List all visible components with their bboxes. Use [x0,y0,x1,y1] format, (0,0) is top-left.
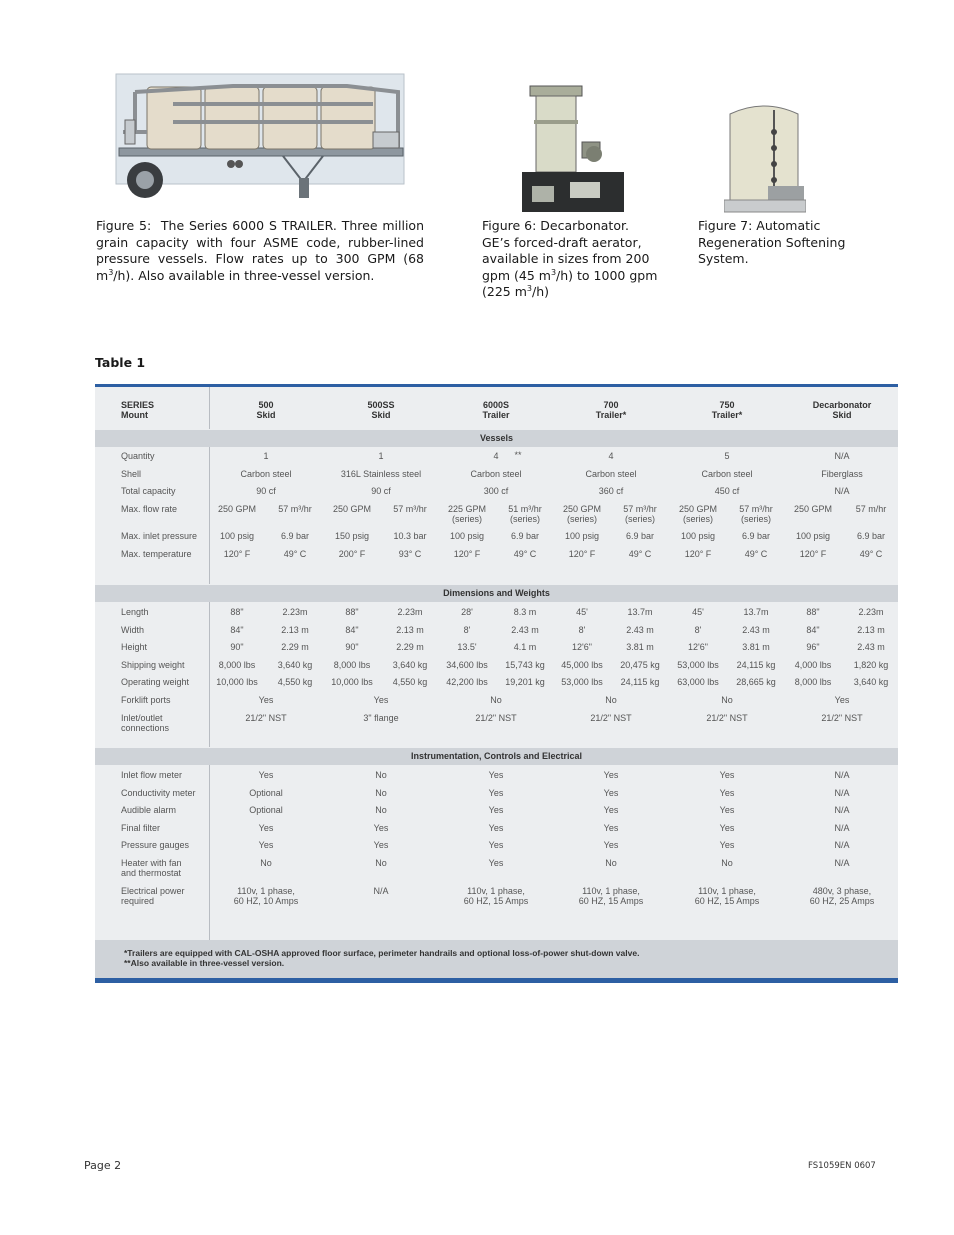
cell-value-metric: 57 m³/hr (series) [739,503,773,524]
cell-value: Yes [719,805,735,816]
cell-value-metric: 2.23m [397,607,423,617]
row-label: Final filter [121,822,161,833]
cell-value-imperial: 34,600 lbs [446,659,488,670]
cell-value-metric: 6.9 bar [510,530,540,541]
row-label: Inlet/outlet connections [121,712,170,733]
cell-value-imperial: 100 psig [680,530,716,541]
cell-value-imperial: 13.5' [457,642,477,653]
cell-value-imperial: 10,000 lbs [331,677,373,688]
cell-value: 21/2" NST [245,712,287,723]
cell-value-imperial: 45,000 lbs [561,659,603,670]
cell-value-metric: 6.9 bar [625,530,655,541]
cell-value-imperial: 63,000 lbs [677,677,719,688]
cell-value: Yes [603,840,619,851]
cell-value: Yes [719,822,735,833]
cell-value: Optional [249,805,283,816]
cell-value: No [375,858,387,868]
cell-value: Carbon steel [470,468,522,479]
figure-6-decarbonator-image [522,82,624,214]
table-divider [209,446,210,584]
row-label: Height [121,642,148,653]
cell-value: Yes [258,822,274,833]
cell-value: No [375,805,387,816]
figure-7-caption: Figure 7: Automatic Regeneration Softening System. [698,218,846,267]
cell-value-metric: 6.9 bar [741,530,771,541]
cell-value-imperial: 12'6" [572,642,592,653]
cell-value-metric: 49° C [628,548,652,559]
cell-value-metric: 3,640 kg [392,659,428,670]
cell-value: 110v, 1 phase, 60 HZ, 15 Amps [463,885,529,906]
cell-value-imperial: 10,000 lbs [216,677,258,688]
cell-value: No [490,695,502,705]
header-row-label: SERIES Mount [121,400,155,420]
cell-value-metric: 15,743 kg [505,659,545,670]
cell-value: Yes [373,840,389,851]
cell-value-imperial: 250 GPM (series) [678,503,718,524]
cell-value: N/A [834,822,850,833]
cell-value: Yes [373,695,389,705]
cell-value: 21/2" NST [590,712,632,723]
cell-value-imperial: 12'6" [688,642,708,653]
cell-value-imperial: 45' [576,607,588,617]
cell-value: N/A [373,885,389,896]
row-label: Length [121,607,149,617]
row-label: Max. inlet pressure [121,530,198,541]
cell-value-imperial: 90" [345,642,359,653]
cell-value: N/A [834,451,850,461]
cell-value-imperial: 8,000 lbs [794,677,832,688]
row-label: Audible alarm [121,805,177,816]
cell-value-imperial: 4,000 lbs [794,659,832,670]
cell-value: Yes [488,822,504,833]
cell-value: 90 cf [371,486,391,497]
cell-note: ** [514,450,522,460]
cell-value-metric: 49° C [744,548,768,559]
row-label: Quantity [121,451,155,461]
cell-value: Yes [488,770,504,780]
cell-value: Yes [373,822,389,833]
table-footnotes [95,940,898,978]
cell-value-metric: 4.1 m [513,642,537,653]
cell-value: No [260,858,272,868]
cell-value-imperial: 250 GPM (series) [562,503,602,524]
cell-value-imperial: 84" [345,624,359,635]
cell-value-imperial: 90" [230,642,244,653]
header-decarbonator: Decarbonator Skid [812,400,872,420]
cell-value-imperial: 53,000 lbs [677,659,719,670]
cell-value-imperial: 120° F [799,548,827,559]
cell-value-metric: 57 m³/hr [393,503,427,514]
cell-value: Yes [258,840,274,851]
cell-value-imperial: 120° F [453,548,481,559]
row-label: Pressure gauges [121,840,190,851]
figure-6-caption: Figure 6: Decarbonator. GE’s forced-draft aerator, available in sizes from 200 gpm (45 $m^3/h$) to 1000 gpm (225 $m^3/h$) [482,218,658,300]
cell-value: Yes [719,840,735,851]
figure-5-caption: Figure 5: The Series 6000 S TRAILER. Three million grain capacity with four ASME code, rubber-lined pressure vessels. Flow rates up to 300 GPM (68 $m^3/h$). Also available in three-vessel version. [96,218,424,283]
figure-7-softening-system-image [724,102,806,214]
cell-value: 1 [378,451,384,461]
cell-value: 450 cf [714,486,740,497]
cell-value-metric: 20,475 kg [620,659,660,670]
header-6000s: 6000S Trailer [482,400,510,420]
cell-value-metric: 24,115 kg [736,659,776,670]
cell-value: 300 cf [483,486,509,497]
cell-value-imperial: 120° F [684,548,712,559]
cell-value-imperial: 88" [230,607,244,617]
cell-value-metric: 2.29 m [396,642,424,653]
page-number: Page 2 [84,1159,122,1172]
cell-value-imperial: 8,000 lbs [218,659,256,670]
figure-5-trailer-image [113,72,409,202]
cell-value-metric: 6.9 bar [856,530,886,541]
cell-value: Yes [258,770,274,780]
cell-value-imperial: 84" [230,624,244,635]
cell-value: Yes [488,840,504,851]
row-label: Max. temperature [121,548,192,559]
row-label: Electrical power required [121,885,185,906]
cell-value-imperial: 45' [692,607,704,617]
cell-value: 316L Stainless steel [340,468,422,479]
cell-value: No [605,695,617,705]
cell-value-metric: 57 m³/hr (series) [623,503,657,524]
cell-value: N/A [834,805,850,816]
cell-value-imperial: 8' [694,624,702,635]
row-label: Conductivity meter [121,787,196,798]
cell-value-imperial: 200° F [338,548,366,559]
cell-value: No [375,770,387,780]
cell-value-metric: 2.43 m [626,624,654,635]
cell-value-metric: 2.29 m [281,642,309,653]
cell-value: N/A [834,840,850,851]
header-500ss: 500SS Skid [367,400,395,420]
cell-value-metric: 2.43 m [857,642,885,653]
cell-value: N/A [834,858,850,868]
table-bottom-rule [95,978,898,983]
cell-value-imperial: 88" [345,607,359,617]
cell-value: 480v, 3 phase, 60 HZ, 25 Amps [809,885,875,906]
cell-value-metric: 2.23m [858,607,884,617]
cell-value: 90 cf [256,486,276,497]
row-label: Shipping weight [121,659,185,670]
cell-value: Yes [488,858,504,868]
cell-value-metric: 2.13 m [396,624,424,635]
cell-value: Carbon steel [701,468,753,479]
cell-value: Optional [249,787,283,798]
cell-value: No [721,858,733,868]
cell-value-imperial: 8' [463,624,471,635]
row-label: Forklift ports [121,695,171,705]
cell-value-metric: 49° C [513,548,537,559]
cell-value-imperial: 100 psig [795,530,831,541]
table-divider [209,765,210,940]
cell-value-imperial: 100 psig [449,530,485,541]
cell-value-imperial: 42,200 lbs [446,677,488,688]
cell-value-imperial: 100 psig [219,530,255,541]
cell-value: Carbon steel [240,468,292,479]
cell-value: Yes [603,805,619,816]
cell-value-metric: 2.23m [282,607,308,617]
cell-value-imperial: 84" [806,624,820,635]
cell-value: Yes [719,770,735,780]
cell-value-metric: 2.43 m [742,624,770,635]
cell-value-metric: 57 m/hr [855,503,887,514]
cell-value: 5 [724,451,730,461]
row-label: Shell [121,468,142,479]
row-label: Heater with fan and thermostat [121,858,182,878]
cell-value-metric: 24,115 kg [620,677,660,688]
cell-value: 110v, 1 phase, 60 HZ, 10 Amps [233,885,299,906]
row-label: Operating weight [121,677,190,688]
cell-value-imperial: 88" [806,607,820,617]
section-dimensions-and-weights: Dimensions and Weights [95,585,898,602]
cell-value-metric: 2.43 m [511,624,539,635]
cell-value: 360 cf [598,486,624,497]
cell-value-imperial: 150 psig [334,530,370,541]
row-label: Total capacity [121,486,176,497]
cell-value-imperial: 100 psig [564,530,600,541]
cell-value-metric: 28,665 kg [736,677,776,688]
cell-value-imperial: 8,000 lbs [333,659,371,670]
cell-value-imperial: 250 GPM [332,503,372,514]
cell-value: 4 [608,451,614,461]
header-700: 700 Trailer* [595,400,627,420]
cell-value: Yes [603,822,619,833]
cell-value: N/A [834,770,850,780]
cell-value: Yes [258,695,274,705]
cell-value: Yes [603,770,619,780]
section-instrumentation-controls-and-electrical: Instrumentation, Controls and Electrical [95,748,898,765]
cell-value-imperial: 96" [806,642,820,653]
row-label: Width [121,624,145,635]
cell-value-imperial: 8' [578,624,586,635]
cell-value-metric: 13.7m [743,607,769,617]
cell-value: 21/2" NST [706,712,748,723]
header-750: 750 Trailer* [711,400,743,420]
cell-value-metric: 2.13 m [281,624,309,635]
cell-value: No [605,858,617,868]
cell-value-metric: 13.7m [627,607,653,617]
cell-value: 1 [263,451,269,461]
cell-value-imperial: 28' [461,607,473,617]
cell-value-metric: 3,640 kg [853,677,889,688]
table-top-rule [95,384,898,387]
cell-value: 4 [493,451,499,461]
footnote-three-vessel: **Also available in three-vessel version. [124,958,285,968]
cell-value-metric: 3.81 m [742,642,770,653]
cell-value-metric: 4,550 kg [277,677,313,688]
table-label: Table 1 [95,355,146,370]
cell-value: N/A [834,787,850,798]
cell-value-metric: 49° C [283,548,307,559]
specifications-table [95,384,898,983]
footnote-trailers: *Trailers are equipped with CAL-OSHA approved floor surface, perimeter handrails and optional loss-of-power shut-down valve. [124,948,640,958]
header-500: 500 Skid [256,400,276,420]
cell-value-metric: 93° C [398,548,422,559]
cell-value-imperial: 250 GPM [793,503,833,514]
row-label: Max. flow rate [121,503,178,514]
section-vessels: Vessels [95,430,898,447]
cell-value-imperial: 225 GPM (series) [447,503,487,524]
cell-value: No [721,695,733,705]
cell-value: 110v, 1 phase, 60 HZ, 15 Amps [694,885,760,906]
cell-value-metric: 57 m³/hr [278,503,312,514]
cell-value-metric: 49° C [859,548,883,559]
cell-value-metric: 10.3 bar [393,530,427,541]
cell-value-metric: 3,640 kg [277,659,313,670]
cell-value-metric: 3.81 m [626,642,654,653]
cell-value: Yes [603,787,619,798]
cell-value-imperial: 250 GPM [217,503,257,514]
row-label: Inlet flow meter [121,770,183,780]
cell-value: Yes [488,805,504,816]
table-divider [209,602,210,747]
cell-value-imperial: 120° F [568,548,596,559]
cell-value: 110v, 1 phase, 60 HZ, 15 Amps [578,885,644,906]
cell-value: 21/2" NST [821,712,863,723]
table-divider [209,387,210,429]
cell-value-metric: 4,550 kg [392,677,428,688]
cell-value: Fiberglass [821,468,863,479]
cell-value-metric: 51 m³/hr (series) [508,503,542,524]
cell-value: 21/2" NST [475,712,517,723]
cell-value: Yes [488,787,504,798]
cell-value-metric: 6.9 bar [280,530,310,541]
cell-value: Yes [719,787,735,798]
cell-value-metric: 2.13 m [857,624,885,635]
cell-value: No [375,787,387,798]
cell-value: N/A [834,486,850,497]
cell-value: Carbon steel [585,468,637,479]
cell-value-metric: 19,201 kg [505,677,545,688]
cell-value-metric: 1,820 kg [853,659,889,670]
cell-value: 3" flange [363,712,399,723]
cell-value-metric: 8.3 m [513,607,537,617]
cell-value-imperial: 120° F [223,548,251,559]
cell-value: Yes [834,695,850,705]
document-code: FS1059EN 0607 [808,1161,876,1171]
cell-value-imperial: 53,000 lbs [561,677,603,688]
